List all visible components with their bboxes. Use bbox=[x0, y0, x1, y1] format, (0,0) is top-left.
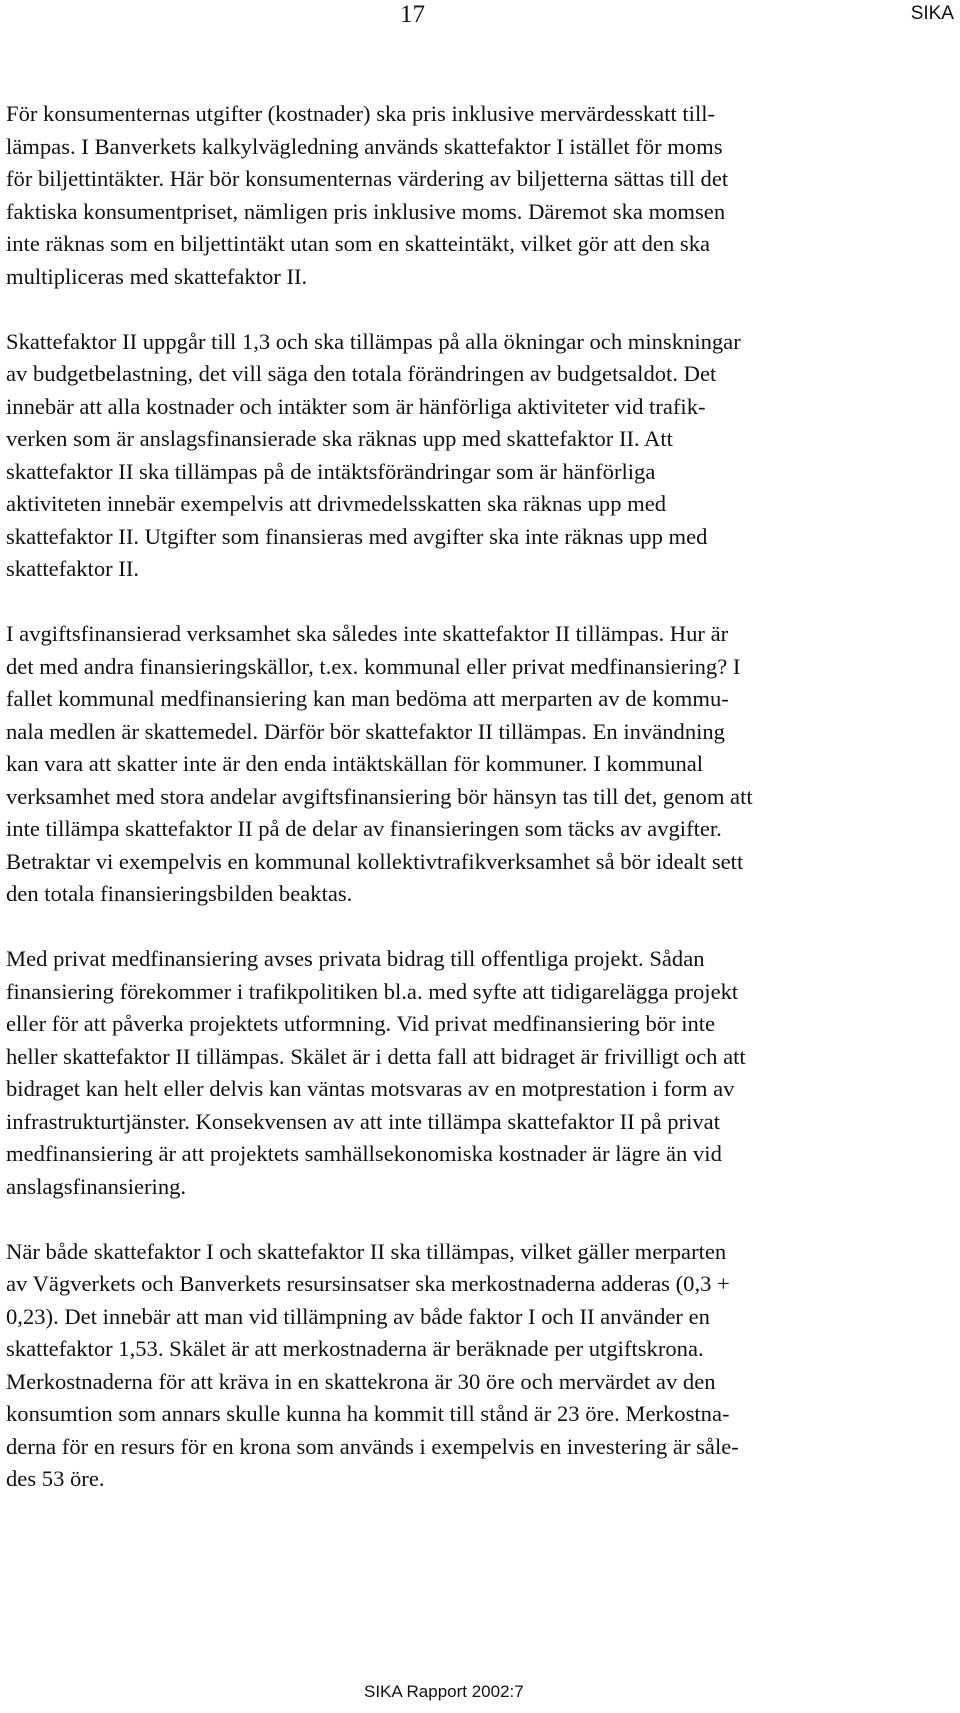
page-number: 17 bbox=[400, 1, 425, 28]
text-line: innebär att alla kostnader och intäkter som är hänförliga aktiviteter vid trafik- bbox=[6, 393, 706, 419]
text-line: aktiviteten innebär exempelvis att drivmedelsskatten ska räknas upp med bbox=[6, 491, 667, 516]
text-line: finansiering förekommer i trafikpolitiken bl.a. med syfte att tidigarelägga projekt bbox=[6, 978, 739, 1004]
text-line: 0,23). Det innebär att man vid tillämpning av både faktor I och II använder en bbox=[6, 1303, 710, 1329]
text-line: des 53 öre. bbox=[6, 1466, 105, 1491]
text-line: infrastrukturtjänster. Konsekvensen av att inte tillämpa skattefaktor II på privat bbox=[6, 1108, 720, 1134]
text-line: medfinansiering är att projektets samhällsekonomiska kostnader är lägre än vid bbox=[6, 1141, 722, 1166]
text-line: lämpas. I Banverkets kalkylvägledning används skattefaktor I istället för moms bbox=[6, 133, 723, 159]
header-brand: SIKA bbox=[910, 3, 954, 24]
text-line: För konsumenternas utgifter (kostnader) ska pris inklusive mervärdesskatt till- bbox=[6, 101, 716, 126]
text-line: verken som är anslagsfinansierade ska räknas upp med skattefaktor II. Att bbox=[6, 426, 673, 451]
paragraph-1 bbox=[6, 98, 836, 293]
text-line: inte räknas som en biljettintäkt utan som en skatteintäkt, vilket gör att den ska bbox=[6, 231, 711, 256]
text-line: Med privat medfinansiering avses privata bidrag till offentliga projekt. Sådan bbox=[6, 946, 705, 971]
text-line: fallet kommunal medfinansiering kan man bedöma att merparten av de kommu- bbox=[6, 686, 729, 711]
text-line: heller skattefaktor II tillämpas. Skälet är i detta fall att bidraget är frivilligt och att bbox=[6, 1043, 746, 1069]
report-footer: SIKA Rapport 2002:7 bbox=[364, 1682, 524, 1701]
text-line: När både skattefaktor I och skattefaktor II ska tillämpas, vilket gäller merparten bbox=[6, 1238, 727, 1264]
text-line: skattefaktor II. bbox=[6, 556, 139, 581]
text-line: för biljettintäkter. Här bör konsumenternas värdering av biljetterna sättas till det bbox=[6, 166, 729, 191]
text-line: konsumtion som annars skulle kunna ha kommit till stånd är 23 öre. Merkostna- bbox=[6, 1401, 730, 1426]
text-line: den totala finansieringsbilden beaktas. bbox=[6, 881, 353, 906]
text-line: av budgetbelastning, det vill säga den totala förändringen av budgetsaldot. Det bbox=[6, 361, 717, 386]
text-line: verksamhet med stora andelar avgiftsfinansiering bör hänsyn tas till det, genom att bbox=[6, 783, 753, 809]
paragraph-3 bbox=[6, 618, 836, 911]
text-line: nala medlen är skattemedel. Därför bör skattefaktor II tillämpas. En invändning bbox=[6, 718, 725, 744]
text-line: eller för att påverka projektets utformning. Vid privat medfinansiering bör inte bbox=[6, 1011, 716, 1036]
text-line: inte tillämpa skattefaktor II på de delar av finansieringen som täcks av avgifter. bbox=[6, 816, 722, 841]
text-line: det med andra finansieringskällor, t.ex. kommunal eller privat medfinansiering? I bbox=[6, 653, 741, 679]
paragraph-5 bbox=[6, 1236, 836, 1496]
text-line: Merkostnaderna för att kräva in en skattekrona är 30 öre och mervärdet av den bbox=[6, 1368, 716, 1394]
text-line: anslagsfinansiering. bbox=[6, 1173, 187, 1199]
text-line: skattefaktor 1,53. Skälet är att merkostnaderna är beräknade per utgiftskrona. bbox=[6, 1336, 704, 1361]
text-line: kan vara att skatter inte är den enda intäktskällan för kommuner. I kommunal bbox=[6, 751, 704, 776]
text-line: derna för en resurs för en krona som används i exempelvis en investering är såle- bbox=[6, 1433, 739, 1459]
text-line: skattefaktor II. Utgifter som finansieras med avgifter ska inte räknas upp med bbox=[6, 523, 708, 549]
text-line: av Vägverkets och Banverkets resursinsatser ska merkostnaderna adderas (0,3 + bbox=[6, 1271, 730, 1296]
text-line: skattefaktor II ska tillämpas på de intäktsförändringar som är hänförliga bbox=[6, 458, 656, 484]
paragraph-2 bbox=[6, 326, 836, 586]
text-line: faktiska konsumentpriset, nämligen pris inklusive moms. Däremot ska momsen bbox=[6, 198, 726, 224]
text-line: Betraktar vi exempelvis en kommunal kollektivtrafikverksamhet så bör idealt sett bbox=[6, 848, 744, 874]
text-line: Skattefaktor II uppgår till 1,3 och ska tillämpas på alla ökningar och minskningar bbox=[6, 328, 741, 354]
text-line: I avgiftsfinansierad verksamhet ska således inte skattefaktor II tillämpas. Hur är bbox=[6, 621, 729, 646]
text-line: bidraget kan helt eller delvis kan väntas motsvaras av en motprestation i form av bbox=[6, 1076, 735, 1101]
document-body bbox=[6, 98, 836, 1528]
text-line: multipliceras med skattefaktor II. bbox=[6, 263, 308, 289]
paragraph-4 bbox=[6, 943, 836, 1203]
